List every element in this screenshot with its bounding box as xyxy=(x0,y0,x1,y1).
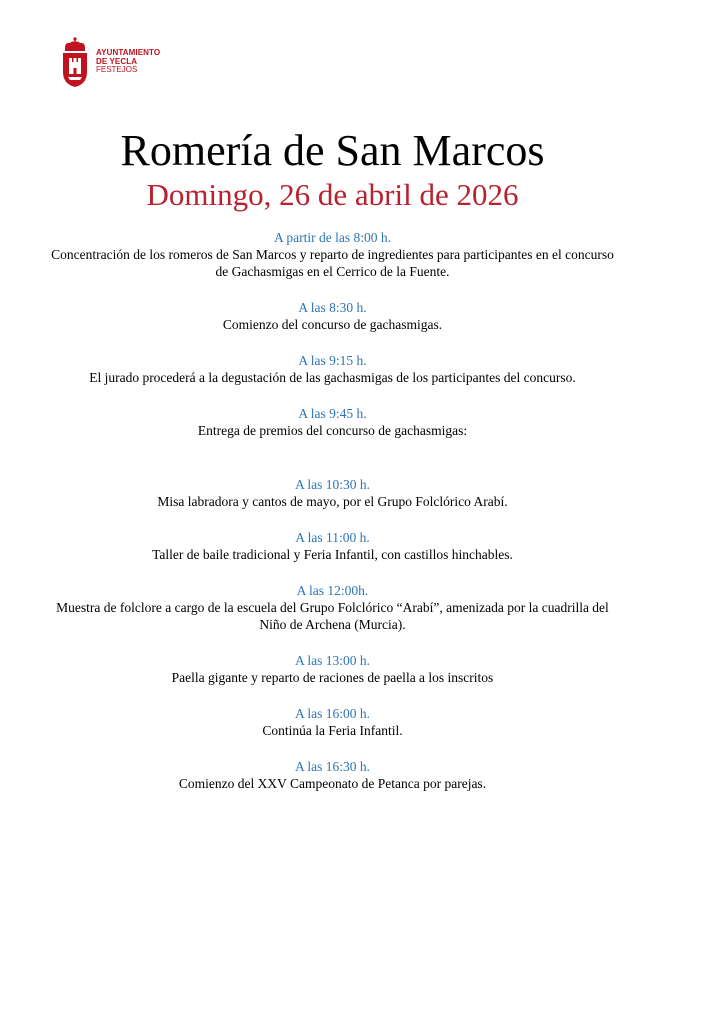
event-description: Continúa la Feria Infantil. xyxy=(262,723,403,738)
event-time: A las 12:00h. xyxy=(296,583,369,598)
event-time: A las 16:00 h. xyxy=(294,706,370,721)
event-time: A las 10:30 h. xyxy=(294,477,370,492)
event-item xyxy=(0,476,665,510)
event-description: Misa labradora y cantos de mayo, por el Grupo Folclórico Arabí. xyxy=(157,494,508,509)
event-description: Entrega de premios del concurso de gachasmigas: xyxy=(197,423,468,438)
event-item xyxy=(0,529,665,563)
event-item xyxy=(0,705,665,739)
event-item xyxy=(0,652,665,686)
event-schedule xyxy=(0,229,665,811)
ayuntamiento-logo xyxy=(60,36,160,88)
event-description: Comienzo del XXV Campeonato de Petanca por parejas. xyxy=(178,776,487,791)
event-time: A partir de las 8:00 h. xyxy=(274,230,391,245)
event-time: A las 16:30 h. xyxy=(294,759,370,774)
logo-line-2: DE YECLA xyxy=(96,56,138,66)
page-subtitle-date: Domingo, 26 de abril de 2026 xyxy=(146,177,519,212)
event-item xyxy=(0,229,665,280)
event-time: A las 13:00 h. xyxy=(294,653,370,668)
event-description: Concentración de los romeros de San Marcos y reparto de ingredientes para participantes en el concurso de Gachasmigas en el Cerrico de la Fuente. xyxy=(51,247,614,279)
event-item xyxy=(0,352,665,386)
event-item xyxy=(0,299,665,333)
event-time: A las 11:00 h. xyxy=(295,530,370,545)
event-description: Taller de baile tradicional y Feria Infantil, con castillos hinchables. xyxy=(152,547,513,562)
event-item xyxy=(0,758,665,792)
event-description: Paella gigante y reparto de raciones de paella a los inscritos xyxy=(171,670,494,685)
event-description: Muestra de folclore a cargo de la escuela del Grupo Folclórico “Arabí”, amenizada por la cuadrilla del Niño de Archena (Murcia). xyxy=(56,600,609,632)
logo-line-1: AYUNTAMIENTO xyxy=(96,48,161,58)
event-time: A las 9:15 h. xyxy=(298,353,367,368)
event-item xyxy=(0,405,665,439)
event-time: A las 9:45 h. xyxy=(298,406,367,421)
event-time: A las 8:30 h. xyxy=(298,300,367,315)
logo-text xyxy=(96,49,160,74)
event-description: Comienzo del concurso de gachasmigas. xyxy=(222,317,443,332)
logo-line-3: FESTEJOS xyxy=(96,65,138,75)
coat-of-arms-icon xyxy=(60,36,90,88)
event-item xyxy=(0,582,665,633)
event-description: El jurado procederá a la degustación de las gachasmigas de los participantes del concurso. xyxy=(89,370,576,385)
page-title: Romería de San Marcos xyxy=(120,126,545,175)
